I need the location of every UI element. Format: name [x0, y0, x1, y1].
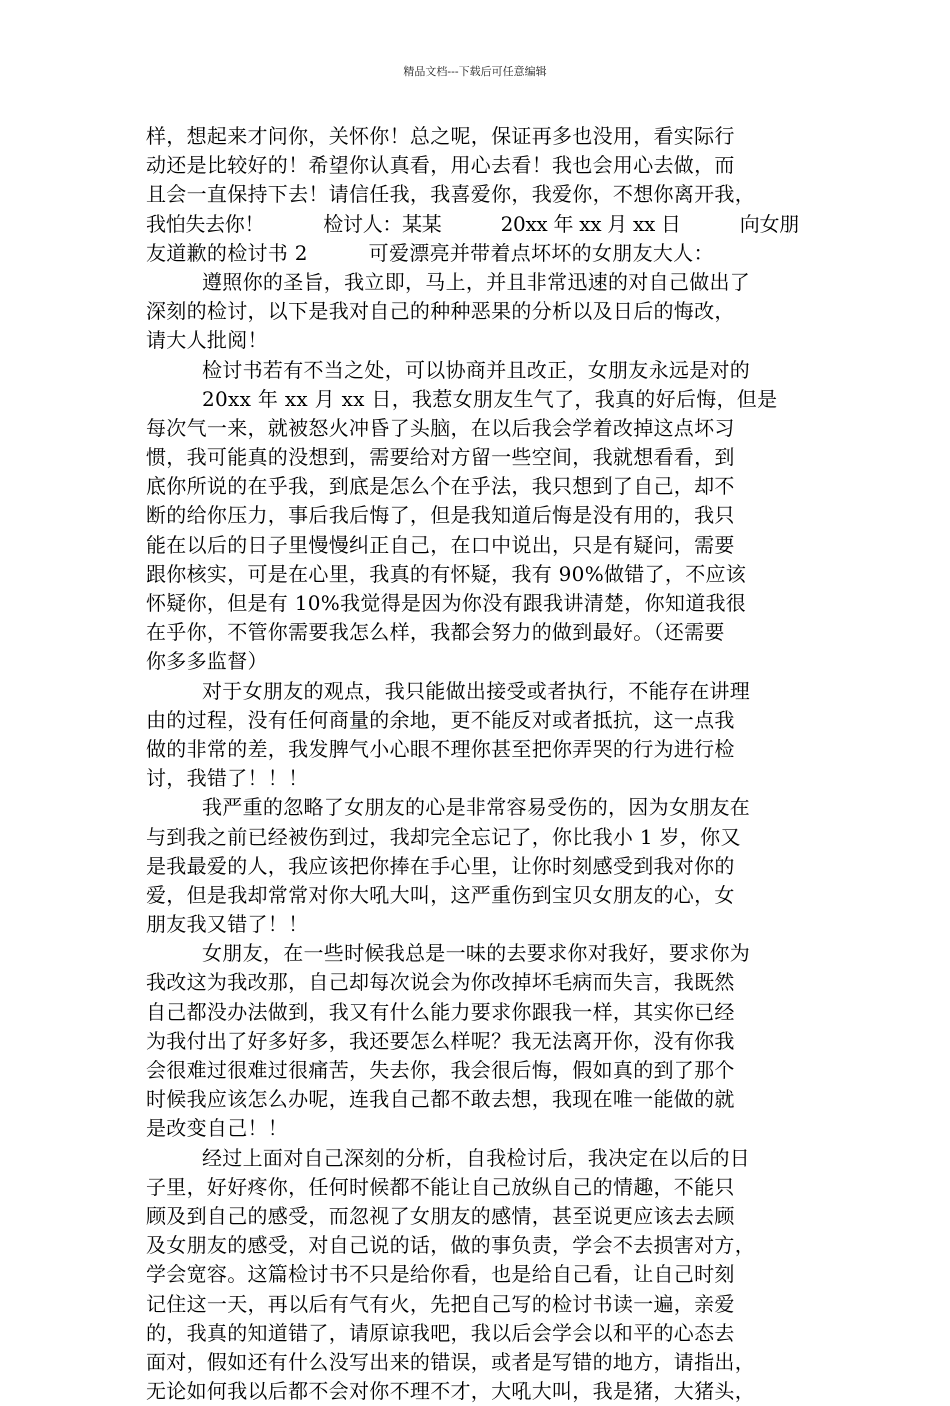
- document-body: [146, 122, 806, 1406]
- text-line: 且会一直保持下去！请信任我，我喜爱你，我爱你，不想你离开我，: [146, 182, 755, 207]
- text-line: 能在以后的日子里慢慢纠正自己，在口中说出，只是有疑问，需要: [146, 532, 735, 557]
- text-line: 子里，好好疼你，任何时候都不能让自己放纵自己的情趣，不能只: [146, 1174, 735, 1199]
- text-line: 友道歉的检讨书 2 可爱漂亮并带着点坏坏的女朋友大人：: [146, 240, 714, 265]
- text-line: 底你所说的在乎我，到底是怎么个在乎法，我只想到了自己，却不: [146, 474, 735, 499]
- text-line: 在乎你，不管你需要我怎么样，我都会努力的做到最好。（还需要: [146, 620, 725, 645]
- text-line: 跟你核实，可是在心里，我真的有怀疑，我有 90%做错了，不应该: [146, 561, 747, 586]
- text-line: 20xx 年 xx 月 xx 日，我惹女朋友生气了，我真的好后悔，但是: [202, 386, 778, 411]
- text-line: 检讨书若有不当之处，可以协商并且改正，女朋友永远是对的: [202, 357, 751, 382]
- text-line: 自己都没办法做到，我又有什么能力要求你跟我一样，其实你已经: [146, 999, 735, 1024]
- text-line: 面对，假如还有什么没写出来的错误，或者是写错的地方，请指出，: [146, 1349, 755, 1374]
- text-line: 怀疑你，但是有 10%我觉得是因为你没有跟我讲清楚，你知道我很: [146, 591, 747, 615]
- text-line: 动还是比较好的！希望你认真看，用心去看！我也会用心去做，而: [146, 153, 735, 178]
- text-line: 由的过程，没有任何商量的余地，更不能反对或者抵抗，这一点我: [146, 707, 735, 732]
- text-line: 每次气一来，就被怒火冲昏了头脑，在以后我会学着改掉这点坏习: [146, 415, 735, 440]
- text-line: 女朋友，在一些时候我总是一味的去要求你对我好，要求你为: [202, 941, 751, 966]
- text-line: 的，我真的知道错了，请原谅我吧，我以后会学会以和平的心态去: [146, 1320, 735, 1345]
- text-line: 遵照你的圣旨，我立即，马上，并且非常迅速的对自己做出了: [202, 269, 751, 294]
- text-line: 时候我应该怎么办呢，连我自己都不敢去想，我现在唯一能做的就: [146, 1087, 735, 1112]
- page-header: 精品文档---下载后可任意编辑: [403, 65, 547, 78]
- text-line: 爱，但是我却常常对你大吼大叫，这严重伤到宝贝女朋友的心，女: [146, 882, 735, 907]
- text-line: 讨，我错了！！！: [146, 766, 309, 791]
- text-line: 顾及到自己的感受，而忽视了女朋友的感情，甚至说更应该去去顾: [146, 1203, 735, 1228]
- text-line: 惯，我可能真的没想到，需要给对方留一些空间，我就想看看，到: [146, 445, 735, 470]
- text-line: 朋友我又错了！！: [146, 912, 309, 937]
- text-line: 是改变自己！！: [146, 1116, 289, 1141]
- text-line: 我怕失去你！ 检讨人：某某 20xx 年 xx 月 xx 日 向女朋: [146, 211, 799, 236]
- text-line: 我严重的忽略了女朋友的心是非常容易受伤的，因为女朋友在: [202, 795, 751, 820]
- text-line: 样，想起来才问你，关怀你！总之呢，保证再多也没用，看实际行: [146, 124, 735, 148]
- text-line: 与到我之前已经被伤到过，我却完全忘记了，你比我小 1 岁，你又: [146, 824, 741, 849]
- text-line: 断的给你压力，事后我后悔了，但是我知道后悔是没有用的，我只: [146, 503, 735, 528]
- text-line: 深刻的检讨，以下是我对自己的种种恶果的分析以及日后的悔改，: [146, 299, 735, 324]
- text-line: 做的非常的差，我发脾气小心眼不理你甚至把你弄哭的行为进行检: [146, 736, 735, 761]
- text-line: 学会宽容。这篇检讨书不只是给你看，也是给自己看，让自己时刻: [146, 1262, 735, 1287]
- text-line: 我改这为我改那，自己却每次说会为你改掉坏毛病而失言，我既然: [146, 970, 735, 995]
- text-line: 及女朋友的感受，对自己说的话，做的事负责，学会不去损害对方，: [146, 1233, 755, 1258]
- text-line: 对于女朋友的观点，我只能做出接受或者执行，不能存在讲理: [202, 678, 751, 703]
- text-line: 请大人批阅！: [146, 328, 268, 353]
- text-line: 是我最爱的人，我应该把你捧在手心里，让你时刻感受到我对你的: [146, 853, 735, 878]
- text-line: 无论如何我以后都不会对你不理不才，大吼大叫，我是猪，大猪头，: [146, 1379, 755, 1404]
- text-line: 会很难过很难过很痛苦，失去你，我会很后悔，假如真的到了那个: [146, 1058, 735, 1082]
- text-line: 为我付出了好多好多，我还要怎么样呢？我无法离开你，没有你我: [146, 1028, 735, 1053]
- text-line: 你多多监督）: [146, 649, 268, 674]
- text-line: 经过上面对自己深刻的分析，自我检讨后，我决定在以后的日: [202, 1145, 751, 1170]
- text-line: 记住这一天，再以后有气有火，先把自己写的检讨书读一遍，亲爱: [146, 1291, 735, 1316]
